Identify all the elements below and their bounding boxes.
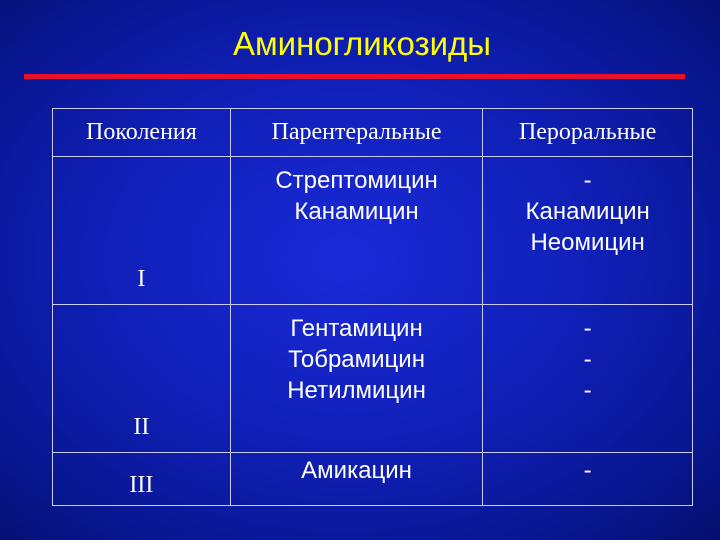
drug-name: Стрептомицин [275, 167, 438, 194]
generation-cell: II [53, 305, 231, 453]
drug-name: Гентамицин [290, 315, 423, 342]
table-row [53, 157, 693, 305]
header-oral: Пероральные [483, 109, 693, 157]
drug-name: - [583, 315, 592, 342]
table-row [53, 305, 693, 453]
drug-name: Тобрамицин [288, 346, 425, 373]
oral-cell [483, 453, 693, 506]
drug-name: Канамицин [525, 198, 650, 225]
oral-cell [483, 305, 693, 453]
drug-name: Нетилмицин [287, 377, 426, 404]
drug-name: - [583, 457, 592, 484]
drug-name: - [583, 377, 592, 404]
oral-cell [483, 157, 693, 305]
header-parenteral: Парентеральные [230, 109, 483, 157]
generation-cell: I [53, 157, 231, 305]
title-underline [24, 74, 685, 79]
parenteral-cell [230, 305, 483, 453]
generations-table [52, 108, 693, 506]
drug-name: Неомицин [530, 229, 645, 256]
table-row [53, 453, 693, 506]
generation-cell: III [53, 453, 231, 506]
table-header-row [53, 109, 693, 157]
parenteral-cell [230, 453, 483, 506]
parenteral-cell [230, 157, 483, 305]
slide-title: Аминогликозиды [232, 25, 492, 62]
drug-name: Канамицин [294, 198, 419, 225]
drug-name: - [583, 346, 592, 373]
header-generations: Поколения [53, 109, 231, 157]
drug-name: - [583, 167, 592, 194]
drug-name: Амикацин [301, 457, 412, 484]
